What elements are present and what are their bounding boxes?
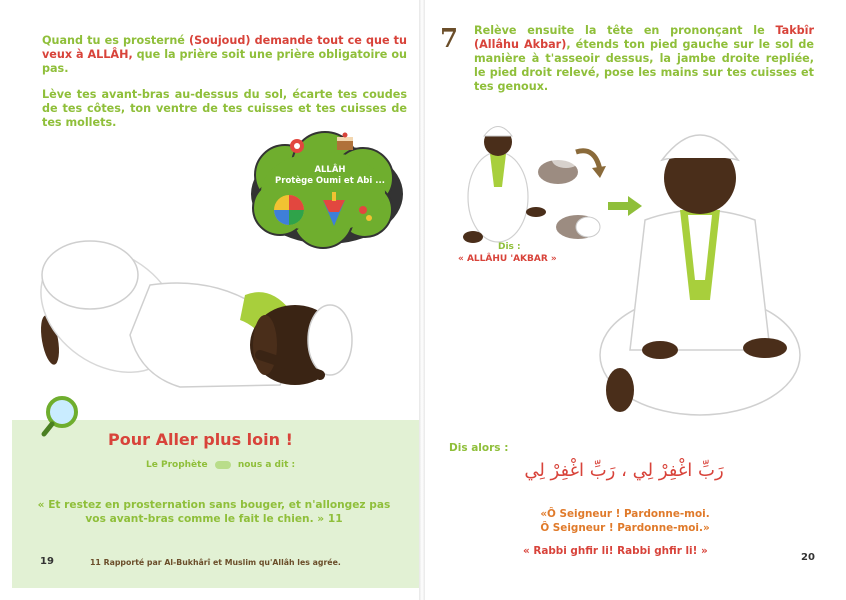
candy-icon [290,139,304,153]
page-number-right: 20 [801,552,815,563]
dis-phrase: « ALLÂHU 'AKBAR » [458,254,557,264]
arabic-invocation: رَبِّ اغْفِرْ لِي ، رَبِّ اغْفِرْ لِي [524,460,724,481]
step-paragraph: Relève ensuite la tête en prononçant le Takbîr (Allâhu Akbar), étends ton pied gauche sur le sol de manière à t'asseoir dessus, la jambe droite repliée, le pied droit relevé, pose les mains sur tes cuisses et tes genoux. [474,24,814,93]
page-number-left: 19 [40,556,54,567]
transliteration: « Rabbi ghfir li! Rabbi ghfir li! » [523,545,708,557]
prostration-illustration [30,215,370,400]
magnifier-icon [42,396,82,436]
cloud-line-1: ALLÂH [314,165,346,175]
dis-alors-label: Dis alors : [449,442,509,454]
hadith-quote: « Et restez en prosternation sans bouger, et n'allongez pas vos avant-bras comme le fait le chien. » 11 [37,499,391,525]
forearms-paragraph: Lève tes avant-bras au-dessus du sol, écarte tes coudes de tes côtes, ton ventre de tes cuisses et tes cuisses de tes mollets. [42,88,407,129]
sequence-illustration [448,112,608,252]
sitting-illustration [590,100,820,430]
box-title: Pour Aller plus loin ! [108,430,293,449]
salutation-icon [215,461,231,469]
prostration-paragraph: Quand tu es prosterné (Soujoud) demande tout ce que tu veux à ALLÂH, que la prière soit une prière obligatoire ou pas. [42,34,407,75]
prayer-translation: «Ô Seigneur ! Pardonne-moi. Ô Seigneur ! Pardonne-moi.» [540,508,710,534]
step-number: 7 [440,24,459,54]
dis-label: Dis : [498,242,521,252]
box-subtitle: Le Prophète nous a dit : [146,460,296,470]
left-page [0,0,421,600]
cloud-line-2: Protège Oumi et Abi ... [275,176,385,186]
footnote: 11 Rapporté par Al-Bukhârî et Muslim qu'Allâh les agrée. [90,558,341,567]
book-spine [419,0,425,600]
